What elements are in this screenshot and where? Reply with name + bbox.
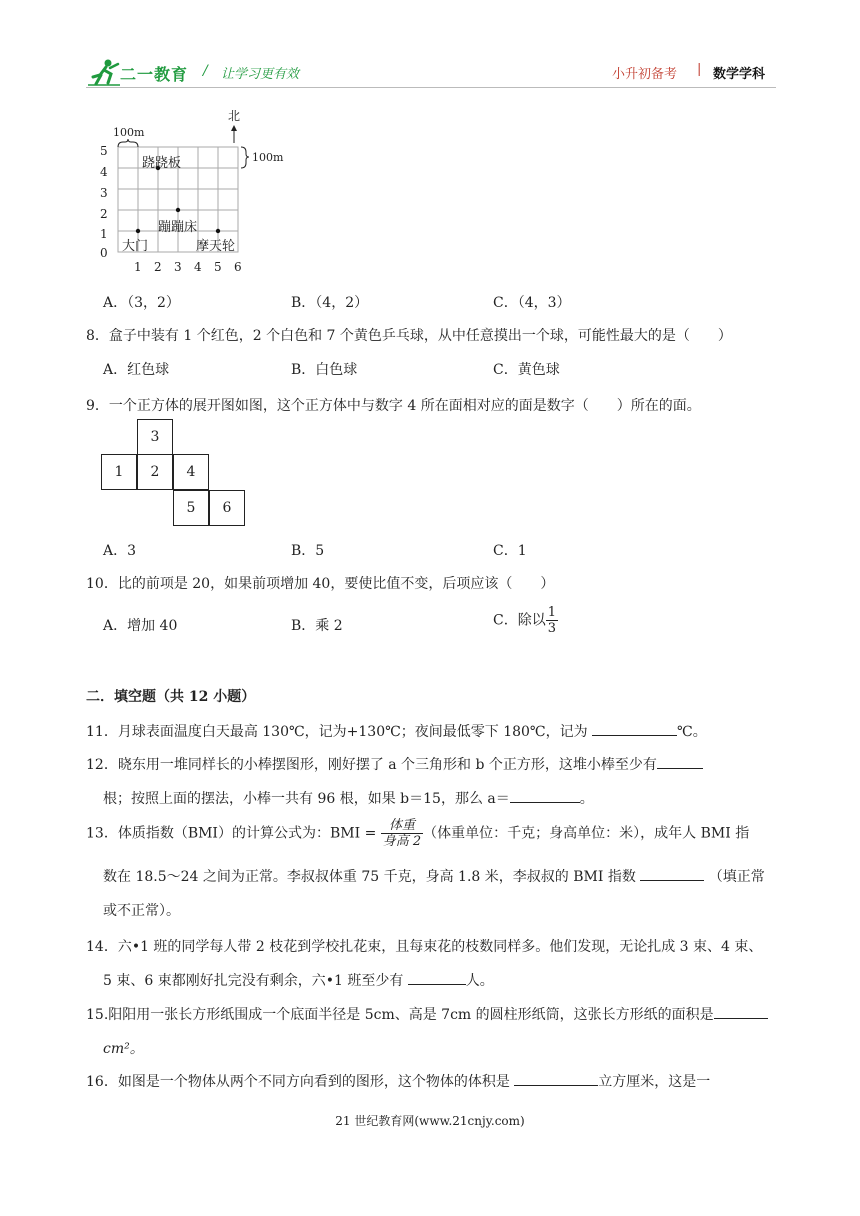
- section-title-fill-in: 二．填空题（共 12 小题）: [86, 689, 256, 705]
- point-trampoline: [176, 208, 180, 212]
- y-tick: 5: [100, 144, 108, 158]
- runner-logo-icon: [86, 58, 122, 88]
- q13-formula-prefix: 13．体质指数（BMI）的计算公式为：BMI =: [86, 825, 377, 842]
- q13-text-2: 数在 18.5～24 之间为正常。李叔叔体重 75 千克，身高 1.8 米，李叔叔的 BMI 指数: [103, 869, 636, 885]
- q15-line2: cm²。: [103, 1041, 144, 1057]
- q13-line2: [103, 866, 765, 886]
- q16-text: 16．如图是一个物体从两个不同方向看到的图形，这个物体的体积是: [86, 1074, 510, 1090]
- q16-line: [86, 1071, 710, 1091]
- net-face: 3: [137, 419, 173, 455]
- q8-text: 8．盒子中装有 1 个红色，2 个白色和 7 个黄色乒乓球，从中任意摸出一个球，可能性最大的是（ ）: [86, 328, 732, 344]
- q10-option-c-label: C．除以: [493, 612, 546, 629]
- label-trampoline: 蹦蹦床: [158, 220, 198, 235]
- bmi-fraction: $\frac{\text{体重}}{\text{身高 2}}$: [382, 818, 422, 849]
- q9-option-a: A．3: [103, 543, 137, 559]
- q10-option-b: B．乘 2: [291, 618, 343, 634]
- q8-option-b: B．白色球: [291, 362, 358, 378]
- header-separator: |: [697, 62, 702, 77]
- fraction-one-third: $\frac{1}{3}$: [547, 605, 556, 636]
- header-category: 小升初备考: [612, 67, 678, 82]
- q13-line1: [86, 818, 749, 849]
- q14-text-2: 5 束、6 束都刚好扎完没有剩余，六•1 班至少有: [103, 973, 404, 989]
- point-gate: [136, 229, 140, 233]
- q11-line: [86, 721, 707, 741]
- label-ferris: 摩天轮: [196, 239, 236, 254]
- q7-option-c: C．（4，3）: [493, 295, 571, 311]
- q7-option-a: A．（3，2）: [103, 295, 180, 311]
- q11-text: 11．月球表面温度白天最高 130℃，记为+130℃；夜间最低零下 180℃，记为: [86, 724, 588, 740]
- q12-line1: [86, 754, 703, 774]
- y-tick: 4: [100, 165, 108, 179]
- q12-end: 。: [579, 791, 594, 807]
- header-divider: [86, 87, 776, 88]
- header-slogan: 让学习更有效: [221, 67, 300, 82]
- header-subject: 数学学科: [713, 67, 766, 82]
- q8-option-a: A．红色球: [103, 362, 170, 378]
- q13-text-3: （填正常: [708, 869, 765, 885]
- map-north-label: 北: [228, 109, 241, 123]
- q15-text: 15.阳阳用一张长方形纸围成一个底面半径是 5cm、高是 7cm 的圆柱形纸筒，这张长方形纸的面积是: [86, 1007, 714, 1023]
- q14-unit: 人。: [465, 973, 494, 989]
- q15-answer-blank[interactable]: [714, 1004, 768, 1019]
- q7-option-b: B．（4，2）: [291, 295, 369, 311]
- map-scale-right: 100m: [252, 151, 284, 164]
- q12-answer-blank-2[interactable]: [510, 788, 580, 803]
- q13-line3: 或不正常）。: [103, 903, 180, 919]
- x-tick: 5: [214, 260, 222, 274]
- net-face: 4: [173, 454, 209, 490]
- q14-line1: 14．六•1 班的同学每人带 2 枝花到学校扎花束，且每束花的枝数同样多。他们发现，无论扎成 3 束、4 束、: [86, 939, 763, 955]
- net-face: 6: [209, 490, 245, 526]
- q12-text-2: 根；按照上面的摆法，小棒一共有 96 根，如果 b＝15，那么 a＝: [103, 791, 510, 807]
- q11-answer-blank[interactable]: [592, 721, 677, 736]
- y-tick: 0: [100, 246, 108, 260]
- q12-answer-blank-1[interactable]: [657, 754, 703, 769]
- y-tick: 2: [100, 207, 108, 221]
- q10-text: 10．比的前项是 20，如果前项增加 40，要使比值不变，后项应该（ ）: [86, 576, 555, 592]
- top-scale-brace: [118, 139, 138, 147]
- q8-option-c: C．黄色球: [493, 362, 560, 378]
- q9-option-b: B．5: [291, 543, 325, 559]
- x-tick: 6: [234, 260, 242, 274]
- q12-text: 12．晓东用一堆同样长的小棒摆图形，刚好摆了 a 个三角形和 b 个正方形，这堆小棒至少有: [86, 757, 657, 773]
- y-tick: 1: [100, 227, 108, 241]
- q13-answer-blank[interactable]: [640, 866, 704, 881]
- q9-text: 9．一个正方体的展开图如图，这个正方体中与数字 4 所在面相对应的面是数字（ ）所在的面。: [86, 398, 701, 414]
- q13-text: （体重单位：千克；身高单位：米），成年人 BMI 指: [423, 825, 750, 842]
- point-ferris: [216, 229, 220, 233]
- right-scale-brace: [241, 147, 249, 168]
- x-tick: 2: [154, 260, 162, 274]
- net-face: 5: [173, 490, 209, 526]
- map-scale-top: 100m: [113, 126, 145, 139]
- q15-line1: [86, 1004, 768, 1024]
- x-tick: 4: [194, 260, 202, 274]
- q10-option-c: [493, 605, 558, 636]
- q14-answer-blank[interactable]: [408, 970, 466, 985]
- q14-line2: [103, 970, 494, 990]
- x-tick: 3: [174, 260, 182, 274]
- q12-line2: [103, 788, 594, 808]
- x-tick: 1: [134, 260, 142, 274]
- page-footer: 21 世纪教育网(www.21cnjy.com): [335, 1114, 525, 1128]
- q16-answer-blank[interactable]: [514, 1071, 598, 1086]
- y-tick: 3: [100, 186, 108, 200]
- header-slash: /: [203, 63, 208, 79]
- q16-text-2: 立方厘米，这是一: [598, 1074, 711, 1090]
- label-gate: 大门: [122, 239, 149, 254]
- q11-unit: ℃。: [677, 724, 707, 740]
- net-face: 2: [137, 454, 173, 490]
- q10-option-a: A．增加 40: [103, 618, 178, 634]
- net-face: 1: [101, 454, 137, 490]
- logo-text: 二一教育: [120, 65, 189, 84]
- label-seesaw: 跷跷板: [142, 156, 182, 171]
- cube-net-figure: [101, 419, 249, 531]
- q9-option-c: C．1: [493, 543, 527, 559]
